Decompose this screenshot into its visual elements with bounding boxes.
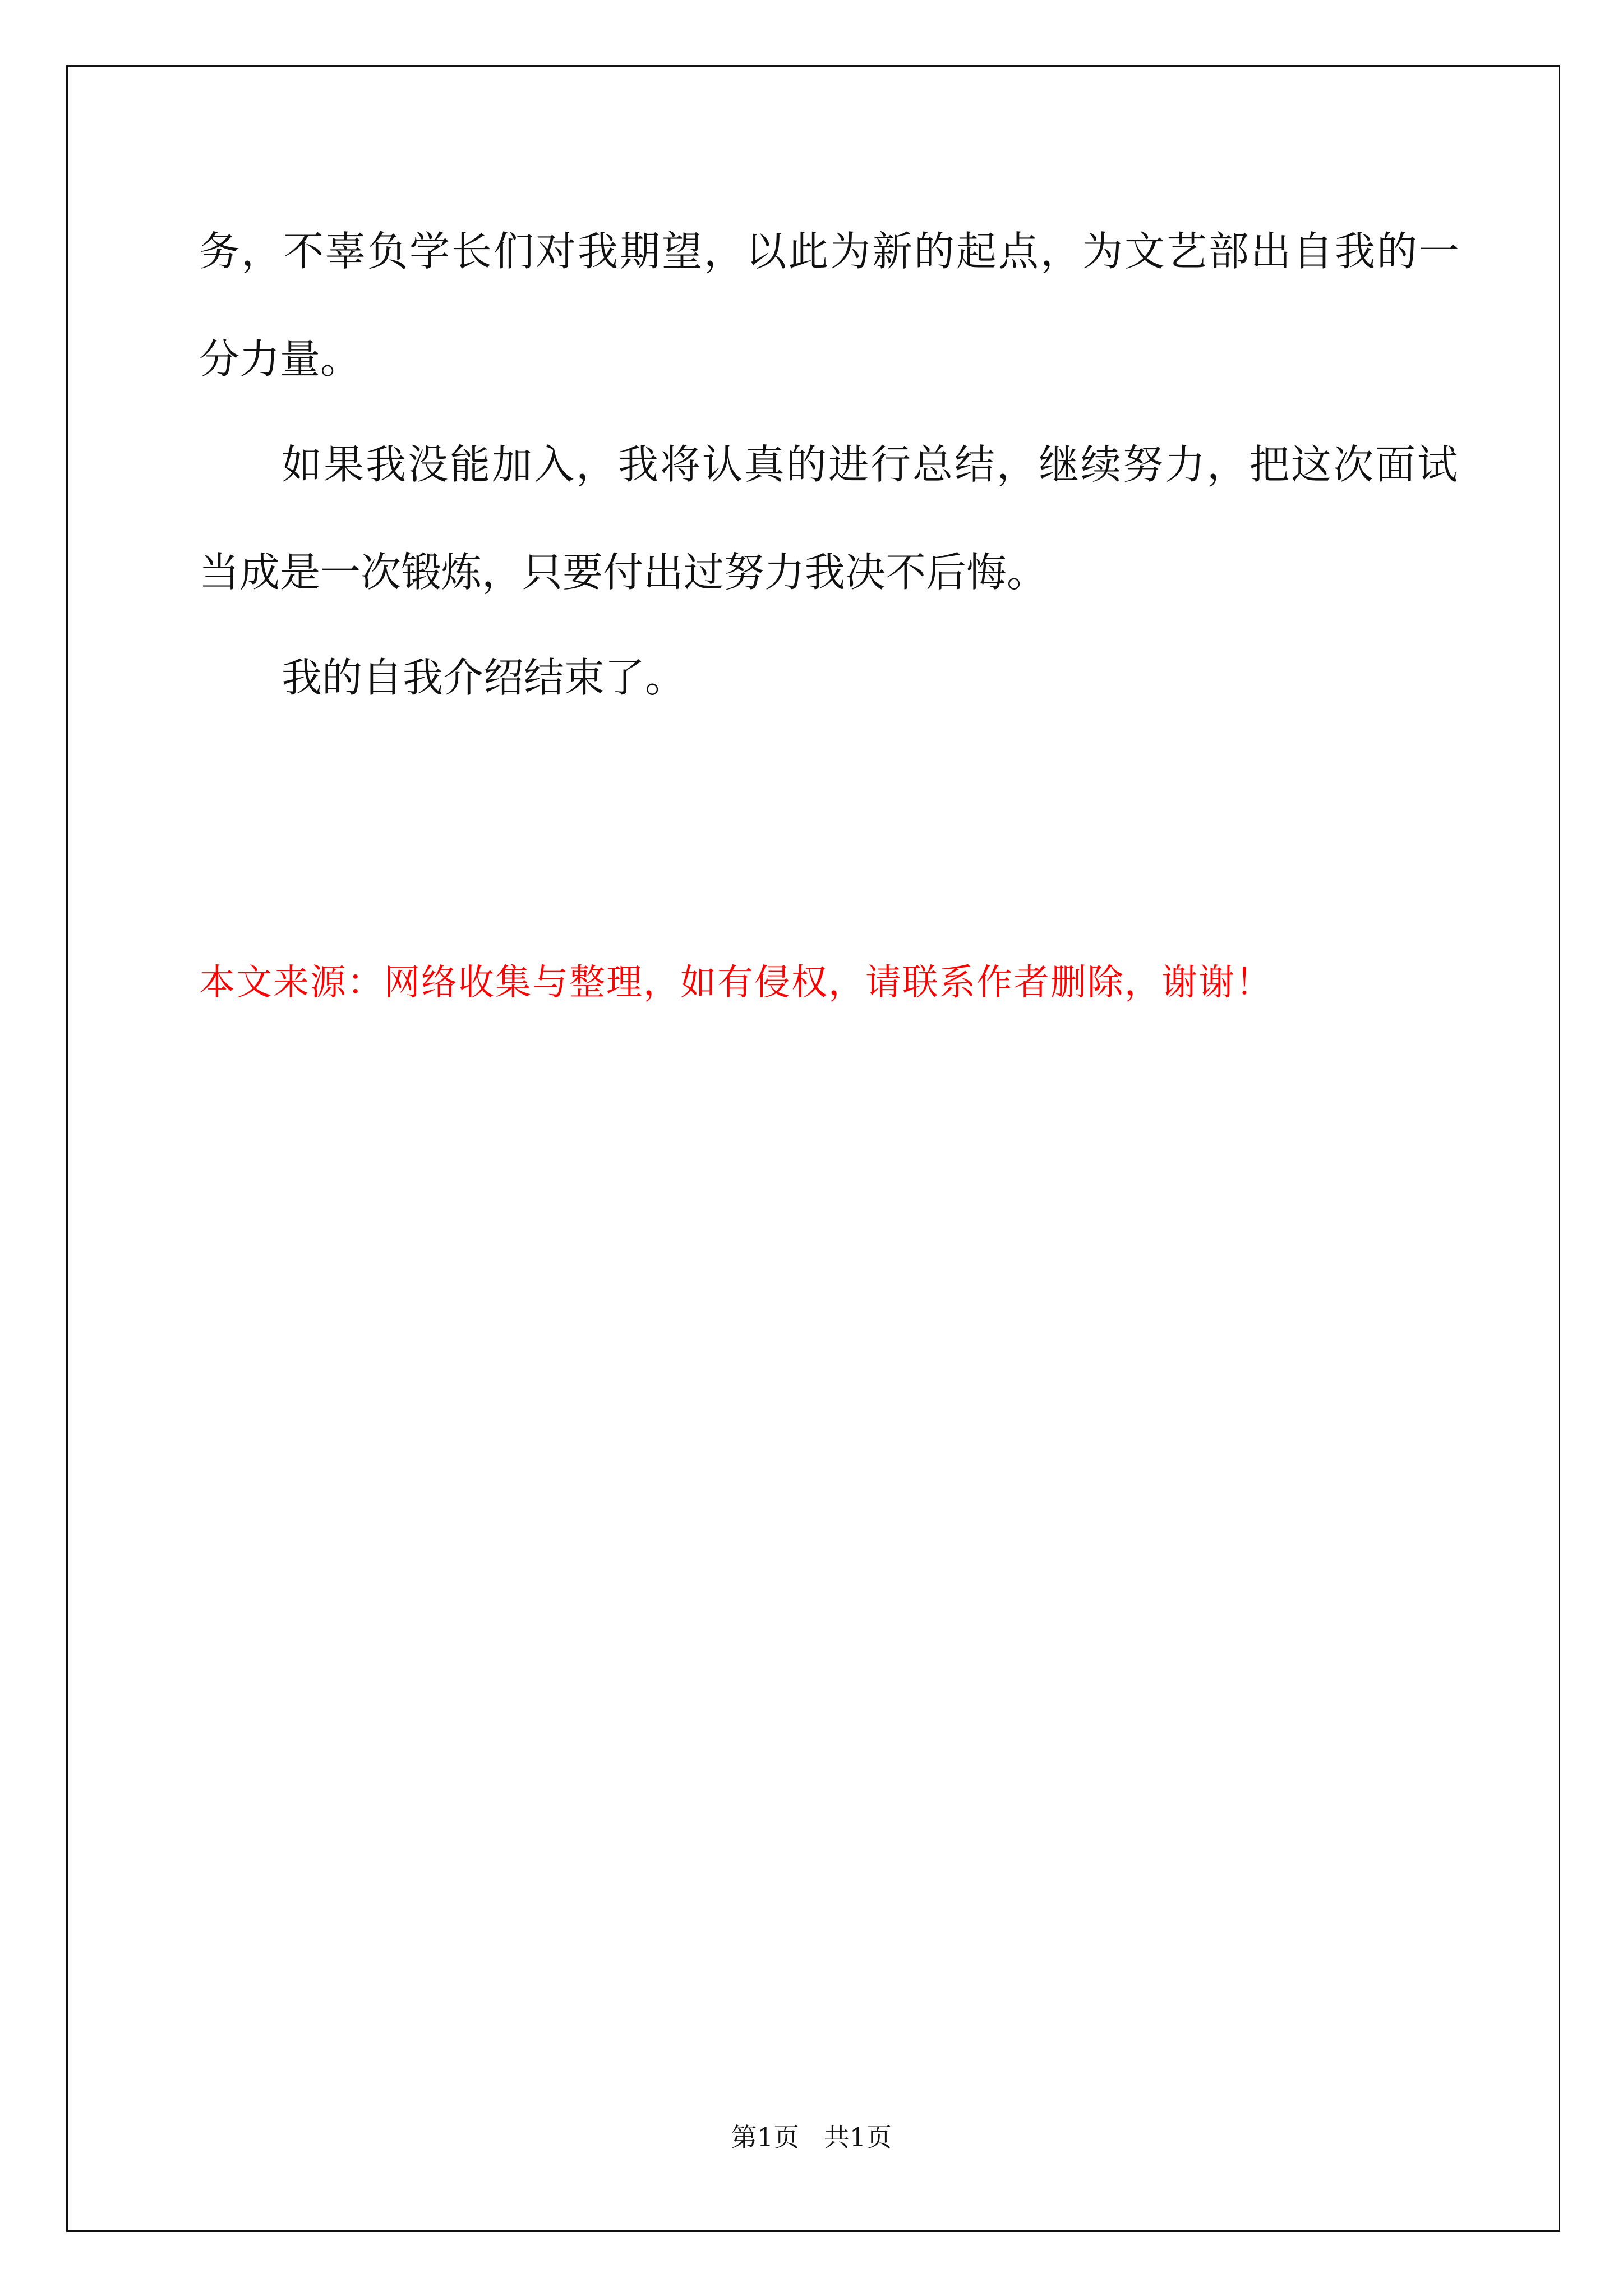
page-border <box>66 65 1560 2232</box>
paragraph-2-line-2: 当成是一次锻炼，只要付出过努力我决不后悔。 <box>199 549 1048 596</box>
paragraph-1-line-1: 务，不辜负学长们对我期望，以此为新的起点，为文艺部出自我的一 <box>199 228 1461 275</box>
source-note: 本文来源：网络收集与整理，如有侵权，请联系作者删除，谢谢！ <box>199 962 1272 1004</box>
paragraph-2-line-1: 如果我没能加入，我将认真的进行总结，继续努力，把这次面试 <box>282 441 1460 488</box>
page-footer: 第1页 共1页 <box>731 2122 892 2152</box>
paragraph-3-line-1: 我的自我介绍结束了。 <box>282 654 686 701</box>
paragraph-1-line-2: 分力量。 <box>199 335 361 383</box>
